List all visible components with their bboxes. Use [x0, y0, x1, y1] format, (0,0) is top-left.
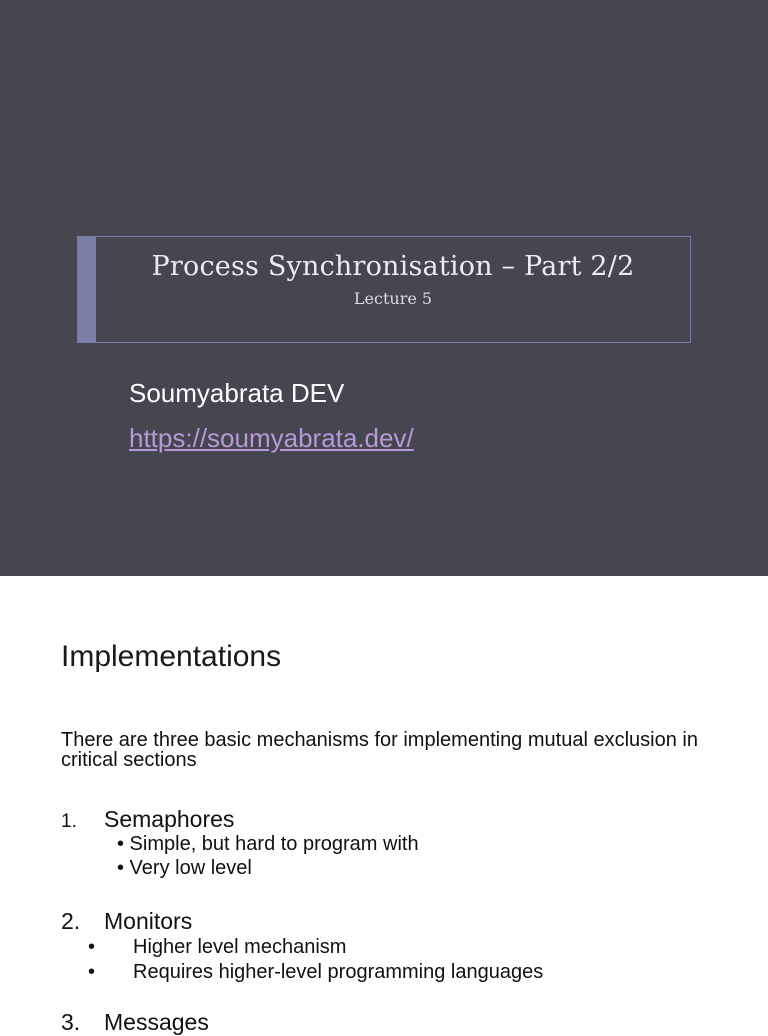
- list-item-monitors: [61, 908, 192, 935]
- sub-item: • Simple, but hard to program with: [117, 833, 419, 855]
- bullet-dot: •: [88, 961, 96, 983]
- list-item-label: Monitors: [104, 908, 193, 934]
- content-slide: [0, 576, 768, 1035]
- list-number: 1.: [61, 811, 77, 832]
- list-item-semaphores: [61, 806, 234, 833]
- list-number: 2.: [61, 908, 81, 934]
- intro-text: There are three basic mechanisms for implementing mutual exclusion in critical sections: [61, 729, 698, 771]
- slide-heading: Implementations: [61, 640, 282, 673]
- list-item-label: Messages: [104, 1009, 209, 1035]
- list-number: 3.: [61, 1009, 81, 1035]
- slide-subtitle: Lecture 5: [353, 289, 433, 308]
- title-box: [77, 236, 691, 343]
- title-accent-bar: [78, 237, 96, 342]
- sub-item: Requires higher-level programming languages: [133, 961, 544, 983]
- list-item-messages: [61, 1009, 209, 1036]
- slide-title: Process Synchronisation – Part 2/2: [151, 251, 635, 282]
- sub-item: Higher level mechanism: [133, 936, 347, 958]
- sub-item: • Very low level: [117, 857, 252, 879]
- author-name: Soumyabrata DEV: [129, 378, 345, 408]
- bullet-dot: •: [88, 936, 96, 958]
- list-item-label: Semaphores: [104, 806, 235, 832]
- author-website-link[interactable]: https://soumyabrata.dev/: [129, 423, 414, 453]
